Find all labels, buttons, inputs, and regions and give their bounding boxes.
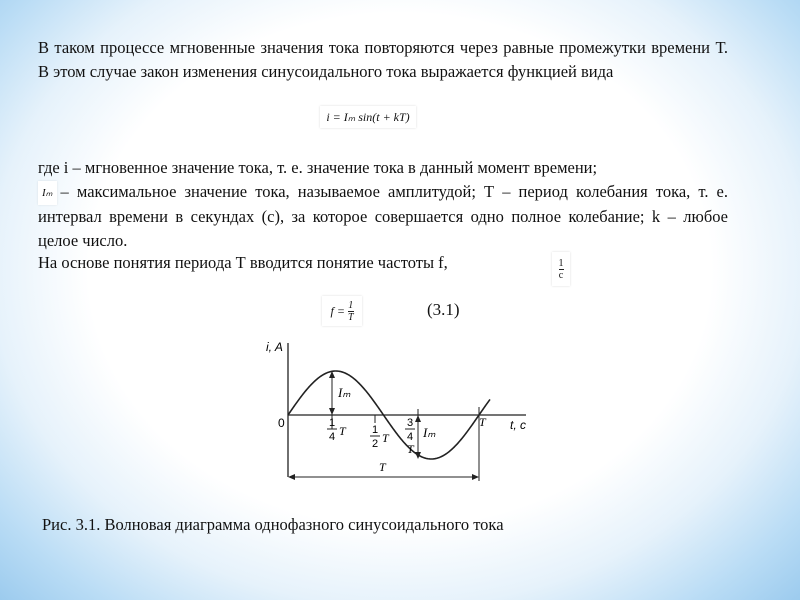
tick-quarter-sym: T: [339, 424, 346, 438]
intro-paragraph: В таком процессе мгновенные значения тока повторяются через равные промежутки времени Т. В этом случае закон изменения синусоидального тока выражается функцией вида: [38, 38, 728, 81]
tick-quarter-den: 4: [329, 431, 336, 443]
sinusoid-formula: i = Iₘ sin(t + kT): [320, 106, 416, 128]
amplitude-label-top: Iₘ: [338, 385, 351, 400]
tick-quarter-num: 1: [329, 417, 336, 429]
y-axis-label: i, A: [266, 340, 283, 354]
definition-rest: [38, 180, 728, 253]
definitions-paragraph: [38, 156, 728, 253]
period-end-label: T: [479, 415, 486, 429]
tick-half-sym: T: [382, 431, 389, 445]
waveform-diagram: [262, 337, 536, 497]
origin-label: 0: [278, 416, 285, 430]
tick-three-quarter-num: 3: [407, 417, 414, 429]
frequency-formula-lhs: f =: [330, 303, 345, 318]
tick-three-quarter-sym: T: [407, 442, 414, 456]
tick-half-num: 1: [372, 424, 379, 436]
period-dimension-label: T: [379, 460, 386, 474]
unit-fraction-numerator: 1: [558, 257, 564, 269]
definition-text: – максимальное значение тока, называемое амплитудой; Т – период колебания тока, т. е. интервал времени в секундах (с), за которое совершается одно полное колебание; k – любое целое число.: [38, 182, 728, 251]
unit-fraction: [552, 252, 570, 286]
unit-fraction-denominator: c: [558, 269, 564, 281]
definition-line-i: где i – мгновенное значение тока, т. е. значение тока в данный момент времени;: [38, 158, 598, 177]
x-axis-label: t, c: [510, 418, 527, 432]
frequency-formula: [322, 296, 362, 326]
frequency-formula-denominator: T: [347, 311, 354, 323]
equation-number: (3.1): [427, 300, 460, 319]
tick-three-quarter-den: 4: [407, 431, 414, 443]
amplitude-symbol: Iₘ: [38, 181, 57, 205]
frequency-formula-numerator: 1: [348, 299, 354, 311]
amplitude-label-bottom: Iₘ: [423, 425, 436, 440]
figure-caption: Рис. 3.1. Волновая диаграмма однофазного синусоидального тока: [42, 515, 504, 534]
frequency-paragraph: На основе понятия периода Т вводится понятие частоты f,: [38, 253, 448, 272]
tick-half-den: 2: [372, 438, 379, 450]
